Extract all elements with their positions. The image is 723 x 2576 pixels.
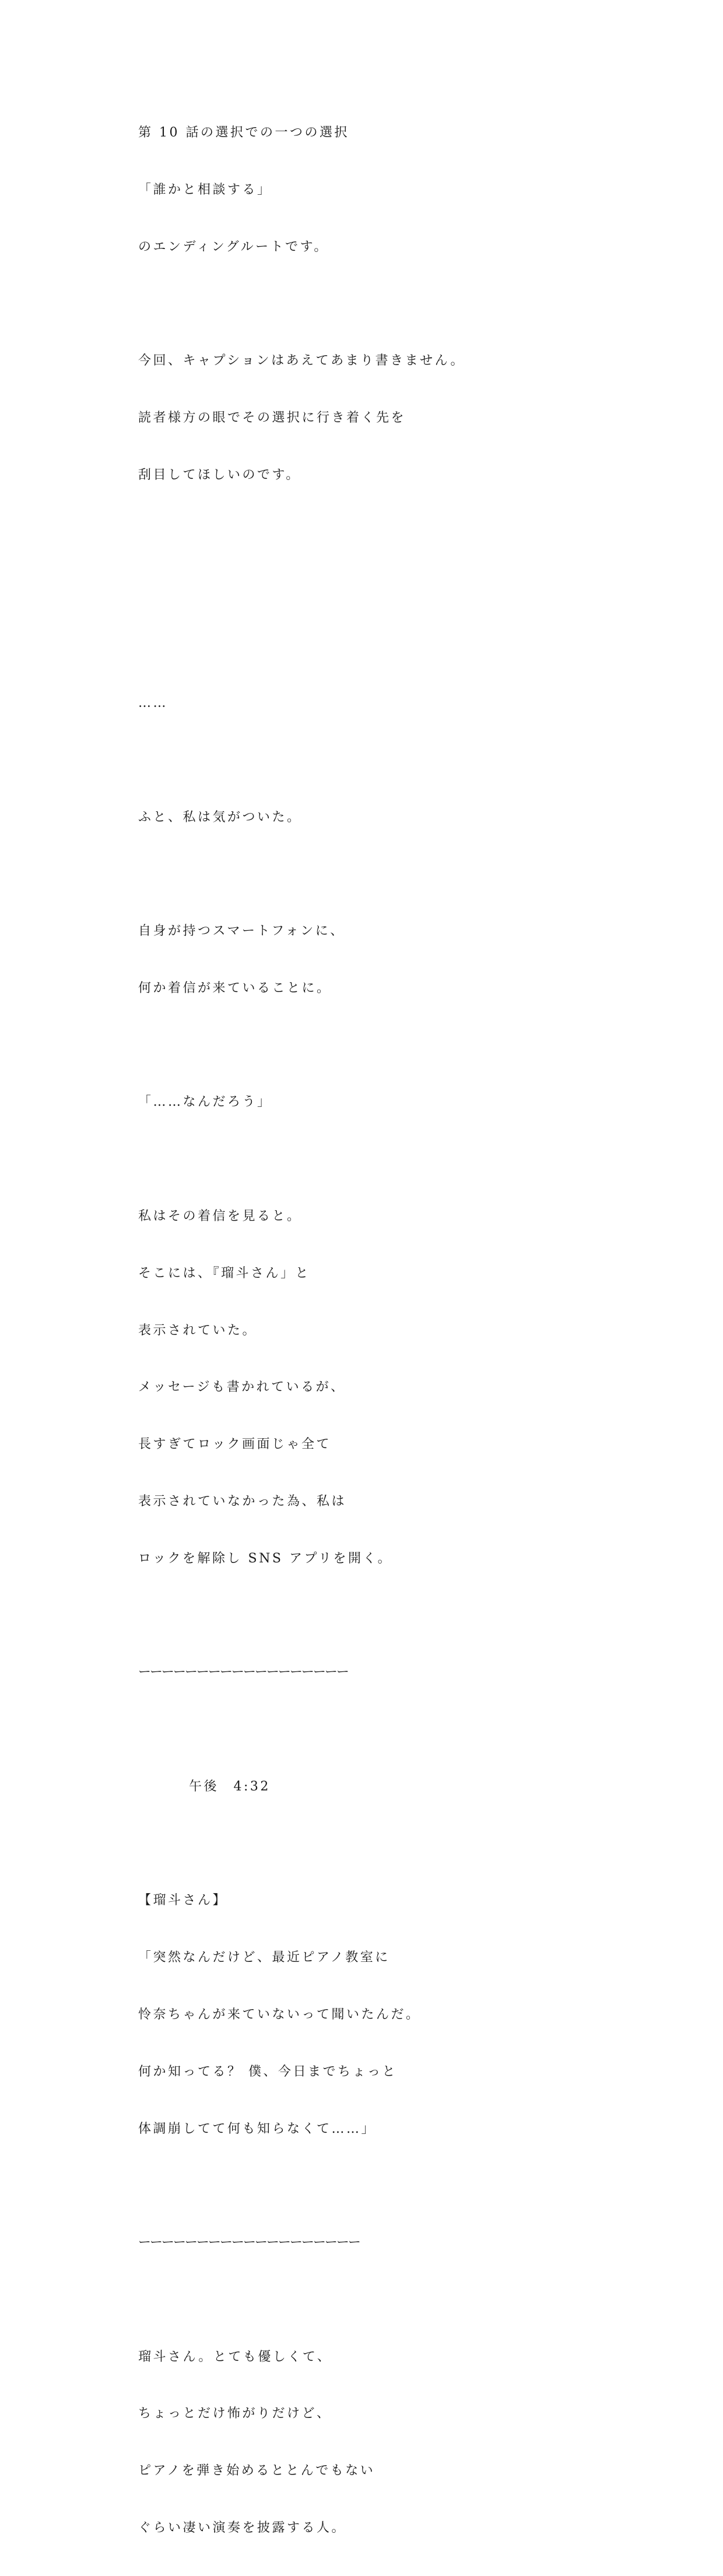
intro-line: 「誰かと相談する」 — [138, 182, 272, 197]
intro-line: 読者様方の眼でその選択に行き着く先を — [138, 411, 406, 426]
blank-line — [138, 580, 663, 599]
blank-line — [138, 1150, 663, 1169]
message-line: 何か知ってる？ 僕、今日までちょっと — [138, 2064, 397, 2079]
story-line: 私はその着信を見ると。 — [138, 1209, 302, 1224]
story-line: 表示されていた。 — [138, 1323, 258, 1338]
story-line: そこには、『瑠斗さん」と — [138, 1266, 311, 1281]
message-line: 「突然なんだけど、最近ピアノ教室に — [138, 1950, 390, 1965]
blank-line — [138, 637, 663, 656]
story-line: ピアノを弾き始めるととんでもない — [138, 2463, 375, 2479]
divider-line: ーーーーーーーーーーーーーーーーーーー — [138, 2235, 360, 2251]
blank-line — [138, 2291, 663, 2310]
blank-line — [138, 295, 663, 314]
blank-line — [138, 1720, 663, 1740]
dialogue-line: 「……なんだろう」 — [138, 1095, 272, 1110]
intro-line: 今回、キャプションはあえてあまり書きません。 — [138, 353, 466, 369]
blank-line — [138, 751, 663, 770]
blank-line — [138, 1607, 663, 1626]
intro-line: のエンディングルートです。 — [138, 239, 329, 254]
blank-line — [138, 1835, 663, 1854]
ellipsis-line: …… — [138, 696, 168, 710]
story-line: 長すぎてロック画面じゃ全て — [138, 1437, 332, 1452]
story-line: 自身が持つスマートフォンに、 — [138, 924, 345, 939]
story-line: ロックを解除し SNS アプリを開く。 — [138, 1551, 393, 1566]
story-line: 表示されていなかった為、私は — [138, 1494, 347, 1509]
blank-line — [138, 1036, 663, 1056]
story-line: 瑠斗さん。とても優しくて、 — [138, 2349, 332, 2364]
story-line: メッセージも書かれているが、 — [138, 1380, 346, 1395]
story-line: ぐらい凄い演奏を披露する人。 — [138, 2521, 347, 2535]
divider-line: ーーーーーーーーーーーーーーーーーー — [138, 1665, 349, 1680]
intro-line: 第 10 話の選択での一つの選択 — [138, 125, 349, 141]
story-line: 何か着信が来ていることに。 — [138, 980, 332, 996]
message-line: 怜奈ちゃんが来ていないって聞いたんだ。 — [138, 2007, 421, 2022]
message-time: 午後 4:32 — [189, 1779, 271, 1794]
blank-line — [138, 865, 663, 884]
body-text — [138, 86, 663, 2576]
message-line: 体調崩してて何も知らなくて……」 — [138, 2121, 377, 2136]
story-line: ふと、私は気がついた。 — [138, 809, 302, 825]
message-sender: 【瑠斗さん】 — [138, 1893, 228, 1908]
blank-line — [138, 2177, 663, 2196]
blank-line — [138, 523, 663, 542]
intro-line: 刮目してほしいのです。 — [138, 467, 301, 482]
story-line: ちょっとだけ怖がりだけど、 — [138, 2406, 332, 2421]
